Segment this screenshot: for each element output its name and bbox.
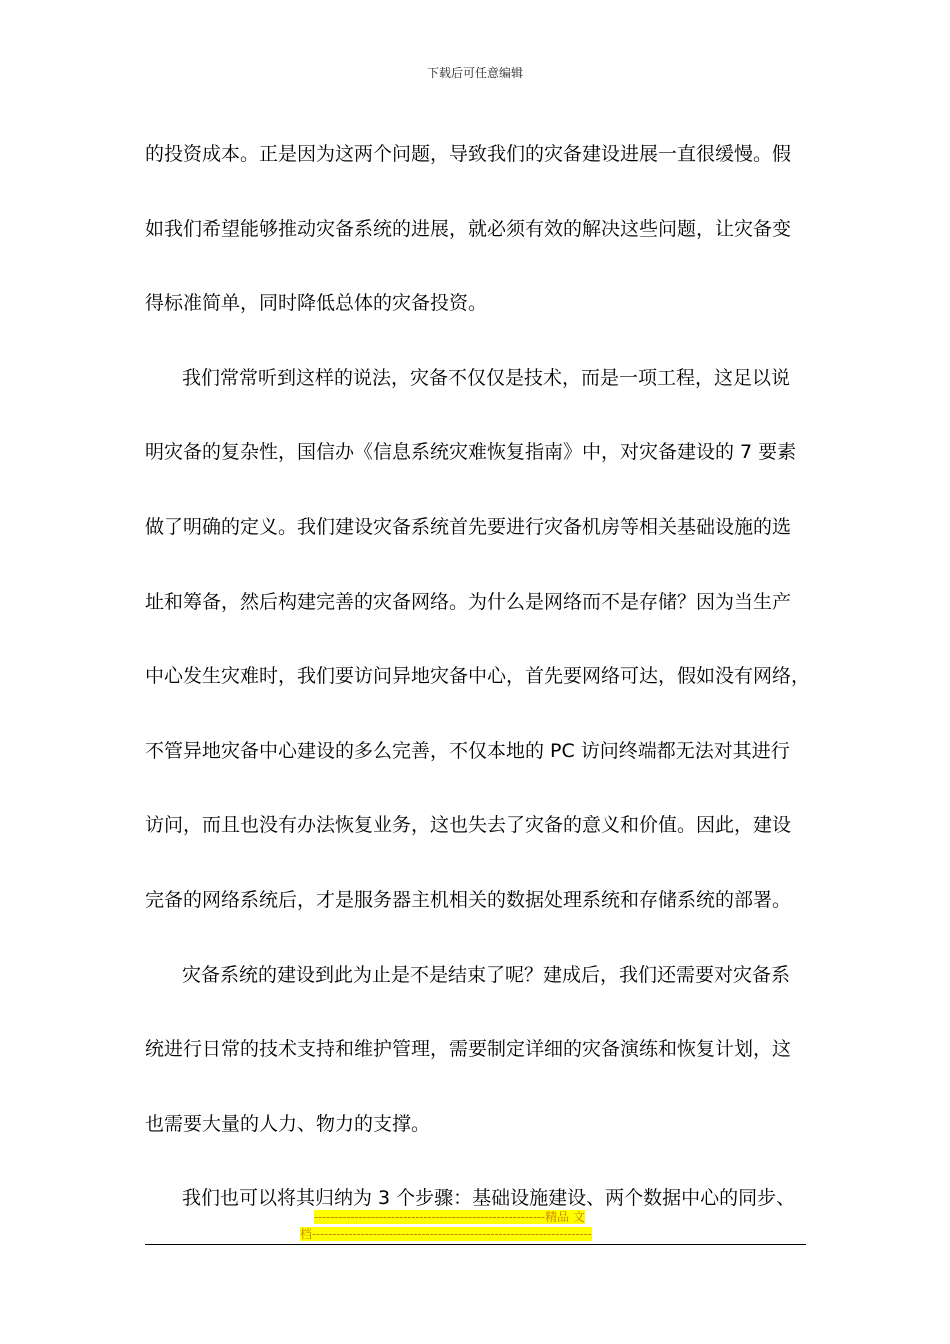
text-line: 如我们希望能够推动灾备系统的进展，就必须有效的解决这些问题，让灾备变 bbox=[145, 217, 792, 240]
paragraph-start-line: 我们常常听到这样的说法，灾备不仅仅是技术，而是一项工程，这足以说 bbox=[182, 366, 791, 389]
text-line: 中心发生灾难时，我们要访问异地灾备中心，首先要网络可达，假如没有网络， bbox=[145, 665, 811, 688]
text-line: 也需要大量的人力、物力的支撑。 bbox=[145, 1112, 431, 1135]
page-header: 下载后可任意编辑 bbox=[426, 66, 523, 80]
text-line: 不管异地灾备中心建设的多么完善，不仅本地的 PC 访问终端都无法对其进行 bbox=[145, 739, 790, 762]
text-line: 统进行日常的技术支持和维护管理，需要制定详细的灾备演练和恢复计划，这 bbox=[145, 1038, 792, 1061]
text-line: 址和筹备，然后构建完善的灾备网络。为什么是网络而不是存储？因为当生产 bbox=[145, 590, 792, 613]
footer-line-1-text: ---------------------------------------------------------精品 文 bbox=[314, 1210, 585, 1224]
text-line: 得标准简单，同时降低总体的灾备投资。 bbox=[145, 292, 488, 315]
footer-line-2-text: 档--------------------------------------------------------------------- bbox=[300, 1227, 592, 1241]
paragraph-start-line: 我们也可以将其归纳为 3 个步骤：基础设施建设、两个数据中心的同步、 bbox=[182, 1187, 796, 1210]
document-body bbox=[145, 117, 825, 1236]
footer-line-1 bbox=[300, 1209, 660, 1226]
text-line: 做了明确的定义。我们建设灾备系统首先要进行灾备机房等相关基础设施的选 bbox=[145, 515, 792, 538]
footer-watermark bbox=[300, 1209, 660, 1243]
paragraph-start-line: 灾备系统的建设到此为止是不是结束了呢？建成后，我们还需要对灾备系 bbox=[182, 963, 791, 986]
text-line: 访问，而且也没有办法恢复业务，这也失去了灾备的意义和价值。因此，建设 bbox=[145, 814, 792, 837]
footer-divider bbox=[145, 1244, 806, 1245]
footer-line-2 bbox=[300, 1226, 660, 1243]
text-line: 明灾备的复杂性，国信办《信息系统灾难恢复指南》中，对灾备建设的 7 要素 bbox=[145, 441, 797, 464]
text-line: 完备的网络系统后，才是服务器主机相关的数据处理系统和存储系统的部署。 bbox=[145, 888, 792, 911]
text-line: 的投资成本。正是因为这两个问题，导致我们的灾备建设进展一直很缓慢。假 bbox=[145, 143, 792, 165]
